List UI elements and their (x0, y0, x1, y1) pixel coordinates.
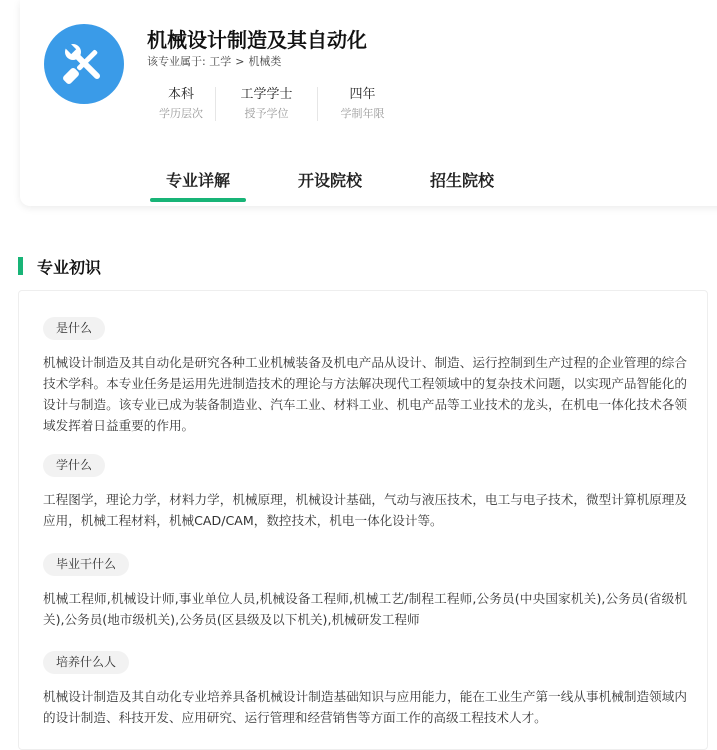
major-title: 机械设计制造及其自动化 (147, 28, 367, 52)
stat-value: 本科 (167, 87, 194, 102)
tab-major-details[interactable]: 专业详解 (166, 168, 230, 191)
block-text: 机械设计制造及其自动化是研究各种工业机械装备及机电产品从设计、制造、运行控制到生产过程的企业管理的综合技术学科。本专业任务是运用先进制造技术的理论与方法解决现代工程领域中的复杂技术问题，以实现产品智能化的设计与制造。该专业已成为装备制造业、汽车工业、材料工业、机电产品等工业技术的龙头，在机电一体化技术各领域发挥着日益重要的作用。 (43, 355, 687, 433)
block-tag: 学什么 (43, 454, 105, 477)
intro-block-what (43, 317, 687, 436)
stat-label: 学历层次 (159, 107, 203, 120)
breadcrumb-separator: > (235, 55, 245, 68)
stat-value: 四年 (349, 87, 376, 102)
tab-admission-schools[interactable]: 招生院校 (430, 171, 495, 190)
major-stats (147, 87, 407, 121)
section-accent-bar (18, 257, 23, 275)
block-tag: 毕业干什么 (43, 553, 129, 576)
major-header-card (20, 0, 717, 206)
stat-value: 工学学士 (240, 87, 293, 102)
section-title: 专业初识 (37, 257, 102, 277)
section-header (18, 255, 101, 277)
major-tabs (150, 168, 494, 191)
intro-block-goals (43, 651, 687, 728)
stat-degree (215, 87, 317, 121)
stat-label: 授予学位 (244, 107, 289, 120)
major-intro-card (18, 290, 708, 750)
belongs-prefix: 该专业属于: (147, 55, 206, 68)
block-tag: 是什么 (43, 317, 105, 340)
block-text: 工程图学，理论力学，材料力学，机械原理，机械设计基础，气动与液压技术，电工与电子技术，微型计算机原理及应用，机械工程材料，机械CAD/CAM，数控技术，机电一体化设计等。 (43, 492, 687, 528)
major-category-breadcrumb (147, 53, 281, 69)
tab-offering-schools[interactable]: 开设院校 (298, 171, 363, 190)
stat-label: 学制年限 (340, 107, 385, 120)
intro-block-careers (43, 553, 687, 630)
wrench-screwdriver-icon (58, 38, 110, 90)
block-text: 机械设计制造及其自动化专业培养具备机械设计制造基础知识与应用能力，能在工业生产第一线从事机械制造领域内的设计制造、科技开发、应用研究、运行管理和经营销售等方面工作的高级工程技术人才。 (43, 689, 687, 725)
intro-block-courses (43, 454, 687, 531)
block-tag: 培养什么人 (43, 651, 129, 674)
stat-duration (317, 87, 407, 121)
stat-education-level (147, 87, 215, 121)
major-logo (44, 24, 124, 104)
subcategory-link[interactable]: 机械类 (248, 55, 282, 68)
category-link[interactable]: 工学 (209, 55, 232, 68)
block-text: 机械工程师,机械设计师,事业单位人员,机械设备工程师,机械工艺/制程工程师,公务员(中央国家机关),公务员(省级机关),公务员(地市级机关),公务员(区县级及以下机关),机械研发工程师 (43, 591, 687, 627)
